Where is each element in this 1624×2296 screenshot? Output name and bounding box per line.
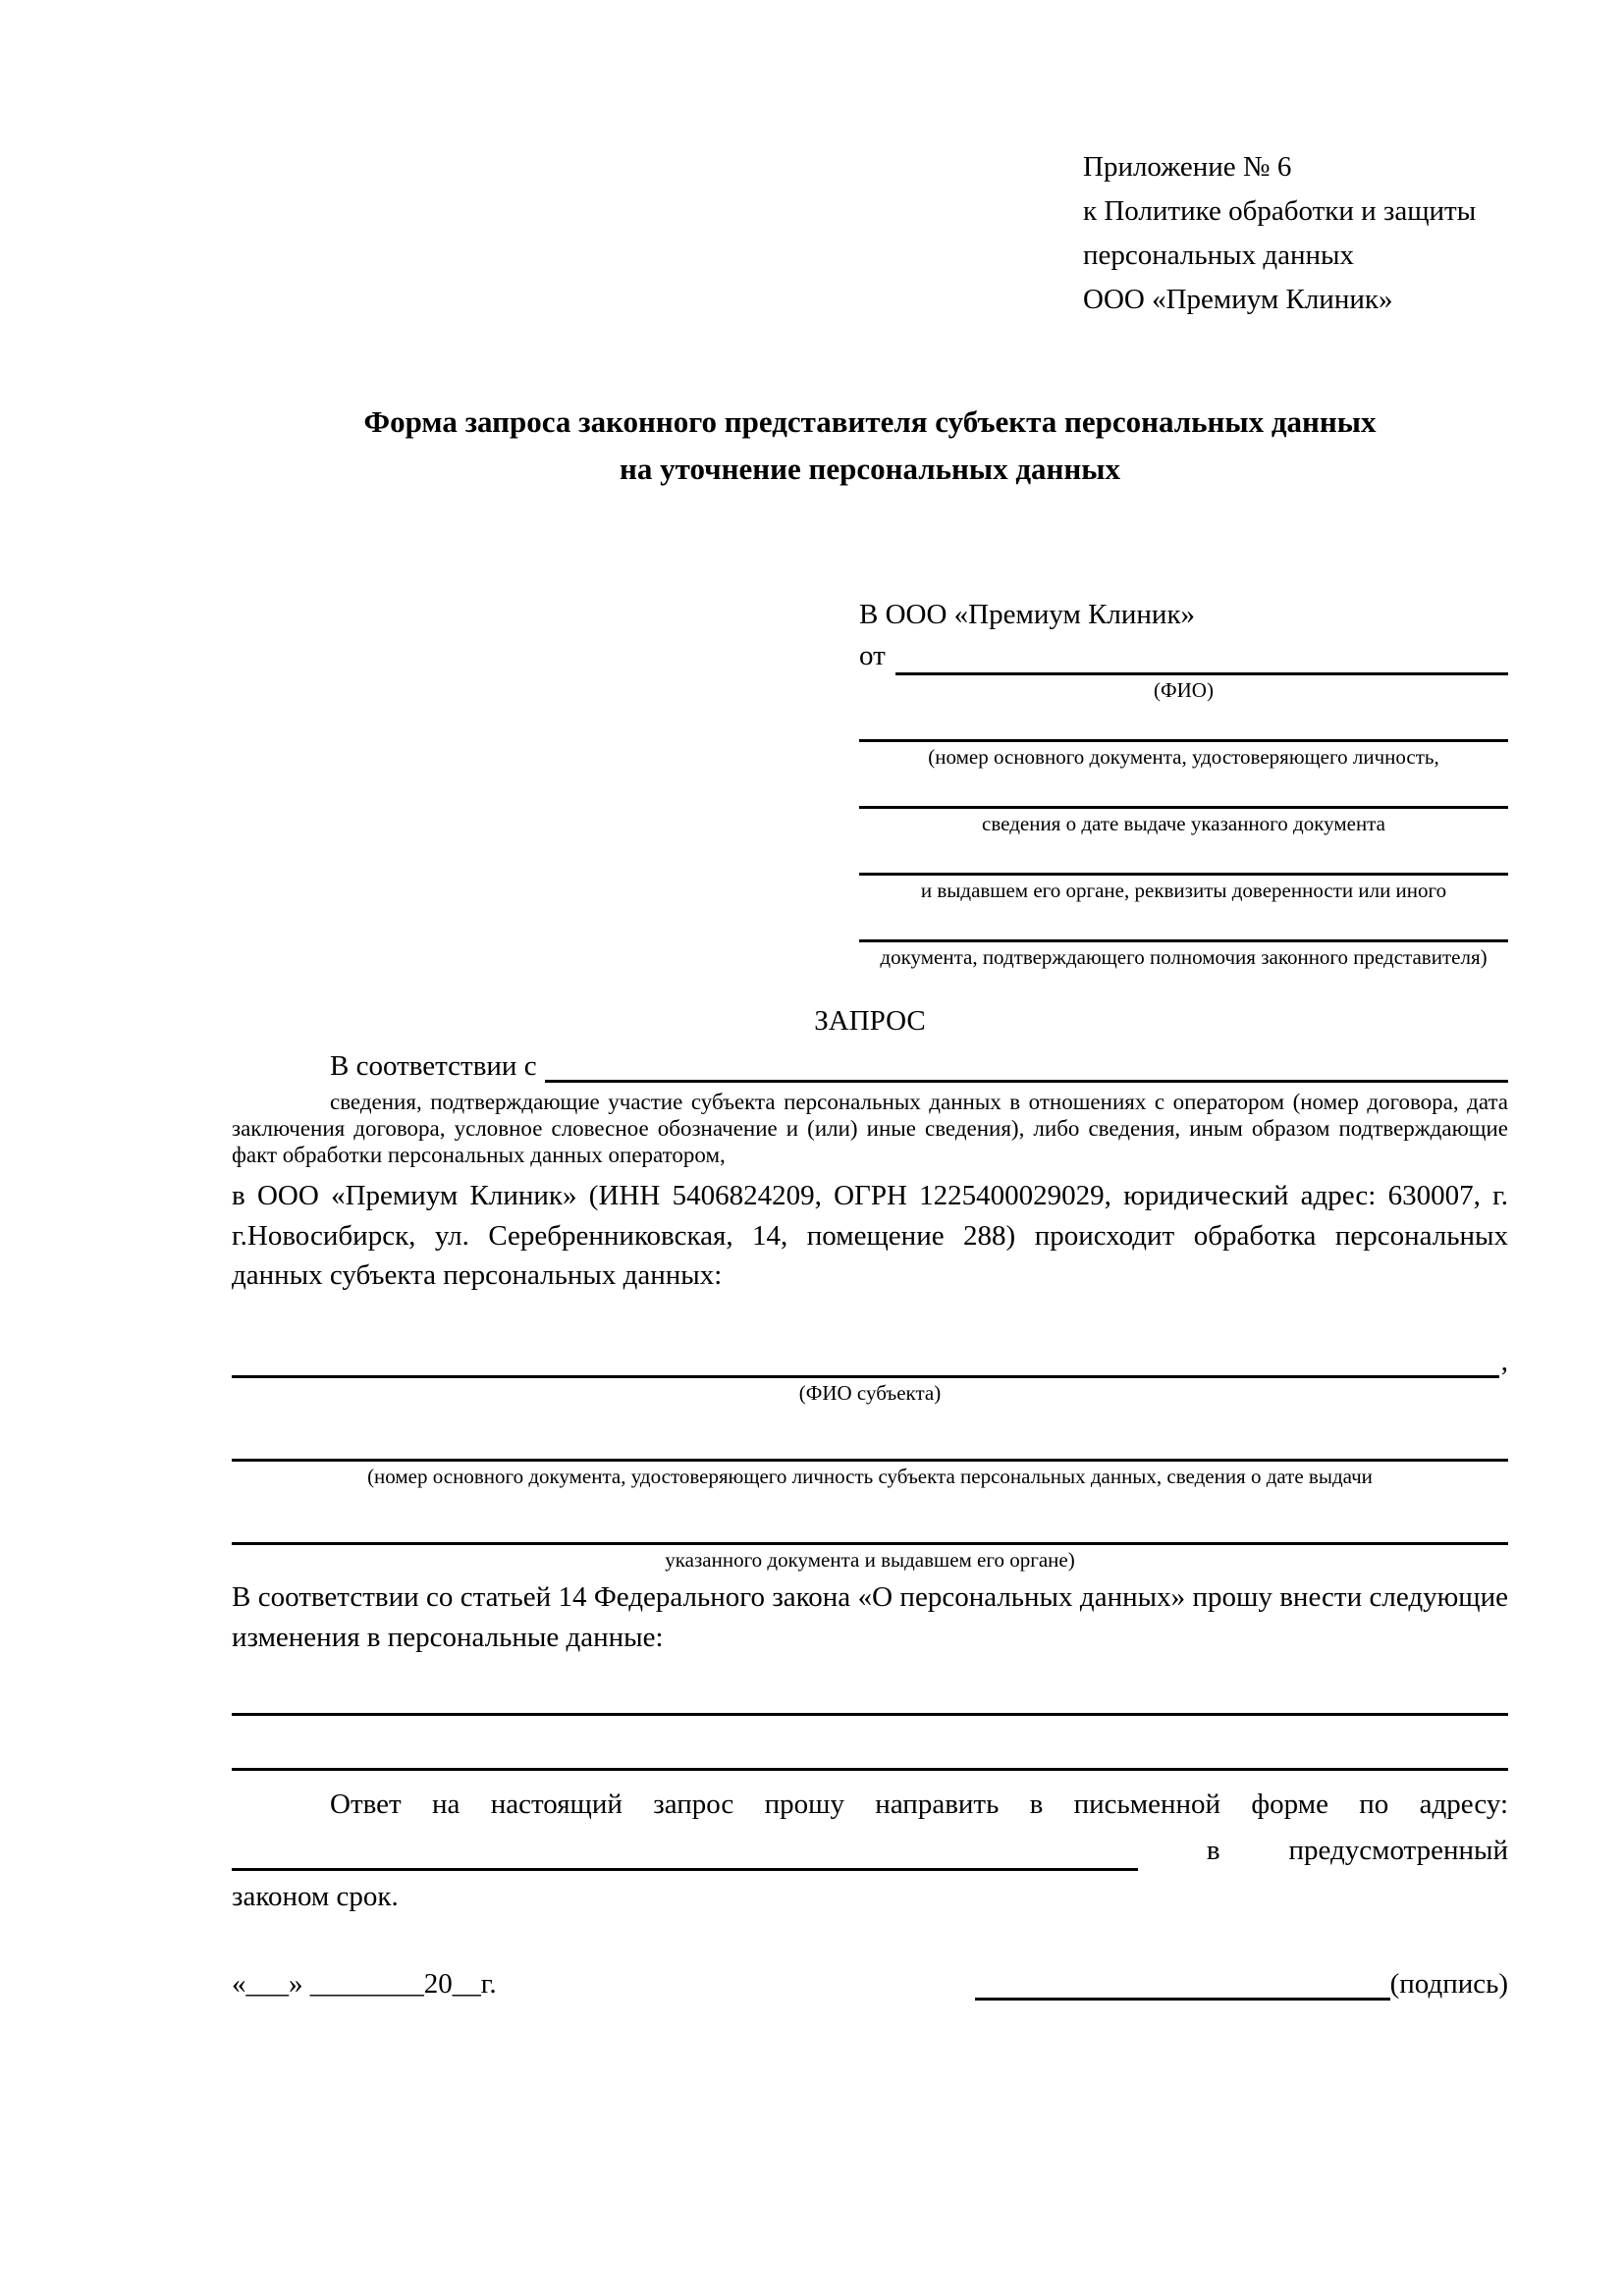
operator-paragraph: в ООО «Премиум Клиник» (ИНН 5406824209, ОГРН 1225400029029, юридический адрес: 630007, г. г.Новосибирск, ул. Серебренниковская, 14, помещение 288) происходит обработка персональных данных субъекта персональных данных: — [232, 1179, 1508, 1292]
reply-paragraph — [232, 1785, 1508, 1916]
fio-blank-line — [895, 642, 1508, 675]
reply-line-3: законом срок. — [232, 1880, 399, 1912]
subject-doc-caption-1: (номер основного документа, удостоверяющего личность субъекта персональных данных, сведения о дате выдачи — [367, 1464, 1373, 1488]
document-title-line-1: Форма запроса законного представителя субъекта персональных данных — [363, 403, 1377, 439]
address-blank-line — [232, 1838, 1138, 1871]
subject-doc-blank-line-1 — [232, 1428, 1508, 1462]
subject-doc-blank-line-2 — [232, 1512, 1508, 1545]
reply-line-2 — [232, 1831, 1508, 1871]
spacer — [859, 702, 1508, 709]
reply-word-2: предусмотренный — [1288, 1834, 1508, 1866]
representative-doc-blank-line-4 — [859, 909, 1508, 942]
intro-label: В соответствии с — [330, 1049, 537, 1082]
footer-row — [232, 1967, 1508, 2001]
document-title-line-2: на уточнение персональных данных — [620, 451, 1120, 486]
subject-fio-caption: (ФИО субъекта) — [798, 1380, 942, 1405]
appendix-line-2: к Политике обработки и защиты — [1083, 194, 1477, 227]
basis-footnote: сведения, подтверждающие участие субъекта персональных данных в отношениях с оператором (номер договора, дата заключения договора, условное словесное обозначение и (или) иные сведения), либо сведения, иным образом подтверждающие факт обработки персональных данных оператором, — [232, 1089, 1508, 1167]
fio-caption: (ФИО) — [1154, 677, 1214, 702]
representative-doc-blank-line-2 — [859, 775, 1508, 809]
appendix-line-1: Приложение № 6 — [1083, 151, 1292, 183]
from-label: от — [859, 639, 886, 671]
subject-fio-row — [232, 1321, 1508, 1378]
changes-blank-line-2 — [232, 1737, 1508, 1771]
request-heading: ЗАПРОС — [814, 1004, 926, 1037]
subject-block — [232, 1321, 1508, 1572]
representative-doc-caption-1: (номер основного документа, удостоверяющего личность, — [928, 745, 1439, 770]
representative-doc-caption-4: документа, подтверждающего полномочия законного представителя) — [880, 945, 1488, 970]
intro-row — [232, 1049, 1508, 1083]
appendix-line-3: персональных данных — [1083, 239, 1355, 271]
subject-fio-blank-line — [232, 1345, 1499, 1378]
document-title — [232, 399, 1508, 493]
representative-doc-caption-2: сведения о дате выдаче указанного документа — [982, 812, 1385, 836]
comma: , — [1500, 1345, 1508, 1377]
spacer — [859, 835, 1508, 842]
reply-line-1: Ответ на настоящий запрос прошу направить в письменной форме по адресу: — [330, 1789, 1508, 1821]
representative-doc-blank-line-3 — [859, 842, 1508, 876]
addressee-to: В ООО «Премиум Клиник» — [859, 598, 1196, 630]
signature-group — [975, 1967, 1508, 2001]
from-row — [859, 636, 1508, 675]
reply-word-1: в — [1206, 1834, 1220, 1866]
basis-blank-line — [545, 1049, 1508, 1083]
spacer — [859, 902, 1508, 909]
representative-doc-caption-3: и выдавшем его органе, реквизиты доверенности или иного — [920, 879, 1447, 903]
appendix-note — [1083, 145, 1508, 322]
article-paragraph: В соответствии со статьей 14 Федерального закона «О персональных данных» прошу внести следующие изменения в персональные данные: — [232, 1581, 1508, 1653]
appendix-line-4: ООО «Премиум Клиник» — [1083, 283, 1393, 315]
spacer — [859, 769, 1508, 775]
representative-doc-blank-line-1 — [859, 709, 1508, 742]
signature-caption: (подпись) — [1389, 1968, 1508, 2001]
addressee-block — [859, 595, 1508, 970]
document-content — [232, 145, 1508, 2001]
signature-blank-line — [975, 1967, 1390, 2001]
subject-doc-caption-2: указанного документа и выдавшем его органе) — [665, 1548, 1075, 1573]
date-blank: «___» ________20__г. — [232, 1968, 497, 2001]
changes-blank-line-1 — [232, 1682, 1508, 1716]
